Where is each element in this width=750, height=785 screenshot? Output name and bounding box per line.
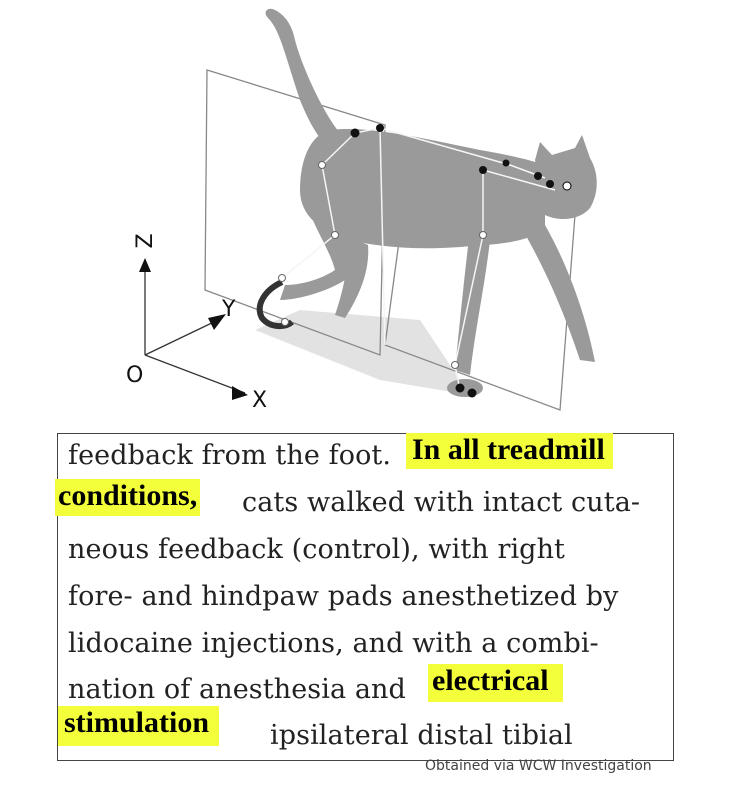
- text-line-3: neous feedback (control), with right: [68, 534, 566, 565]
- text-line-1: feedback from the foot.: [68, 440, 392, 471]
- text-line-6: nation of anesthesia and: [68, 674, 406, 705]
- text-line-2: cats walked with intact cuta-: [242, 487, 641, 518]
- x-arrowhead: [232, 386, 248, 400]
- highlight-conditions: conditions,: [55, 479, 200, 516]
- coordinate-axes: [145, 270, 245, 393]
- highlight-electrical: electrical: [428, 664, 563, 702]
- highlight-in-all-treadmill: In all treadmill: [406, 433, 613, 469]
- text-line-4: fore- and hindpaw pads anesthetized by: [68, 581, 619, 612]
- text-line-5: lidocaine injections, and with a combi-: [68, 628, 599, 659]
- axis-label-y: Y: [222, 297, 236, 322]
- cat-eye: [563, 182, 571, 190]
- z-arrowhead: [139, 258, 151, 272]
- axis-label-z: Z: [133, 233, 158, 249]
- text-line-7: ipsilateral distal tibial: [270, 720, 573, 751]
- credit-caption: Obtained via WCW Investigation: [425, 758, 652, 774]
- highlight-stimulation: stimulation: [58, 706, 219, 746]
- text-excerpt-box: [57, 433, 674, 761]
- axis-label-x: X: [252, 388, 268, 413]
- axis-label-origin: O: [126, 363, 144, 388]
